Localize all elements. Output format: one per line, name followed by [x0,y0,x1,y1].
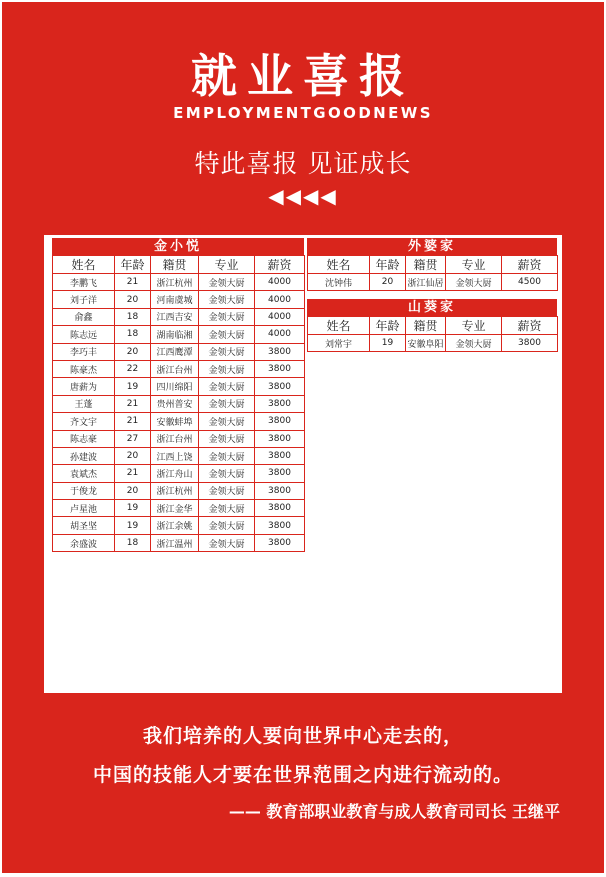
table-row [53,465,305,482]
cell-major: 金领大厨 [199,500,255,517]
table-row [53,378,305,395]
group-title: 外婆家 [307,238,557,255]
poster-slogan: 特此喜报 见证成长 [194,149,412,178]
cell-major: 金领大厨 [199,378,255,395]
cell-age: 21 [115,395,151,412]
cell-major: 金领大厨 [199,430,255,447]
cell-origin: 江西上饶 [151,447,199,464]
employment-panel [44,235,562,693]
cell-major: 金领大厨 [199,517,255,534]
column-header-origin: 籍贯 [406,256,446,274]
cell-name: 余盛波 [53,534,115,551]
cell-salary: 3800 [255,534,305,551]
cell-major: 金领大厨 [199,343,255,360]
table-row [53,360,305,377]
group-block-0 [52,238,304,552]
table-body [308,274,558,291]
table-header-row [53,256,305,274]
table-row [53,343,305,360]
cell-age: 21 [115,274,151,291]
cell-salary: 4000 [255,291,305,308]
table-header-row [308,256,558,274]
cell-salary: 3800 [255,395,305,412]
column-header-age: 年龄 [115,256,151,274]
cell-age: 21 [115,465,151,482]
poster [2,2,604,873]
cell-age: 20 [115,447,151,464]
group-title: 山葵家 [307,299,557,316]
column-header-origin: 籍贯 [151,256,199,274]
cell-origin: 安徽蚌埠 [151,413,199,430]
cell-origin: 浙江仙居 [406,274,446,291]
employment-table [307,255,558,291]
cell-name: 卢星池 [53,500,115,517]
cell-name: 陈志豪 [53,430,115,447]
cell-salary: 3800 [255,413,305,430]
cell-major: 金领大厨 [199,326,255,343]
cell-age: 19 [370,335,406,352]
cell-name: 沈钟伟 [308,274,370,291]
cell-age: 22 [115,360,151,377]
cell-major: 金领大厨 [446,335,502,352]
cell-name: 胡圣坚 [53,517,115,534]
table-row [53,291,305,308]
cell-age: 20 [115,482,151,499]
cell-origin: 浙江金华 [151,500,199,517]
column-header-salary: 薪资 [255,256,305,274]
cell-age: 18 [115,308,151,325]
cell-salary: 3800 [255,517,305,534]
group-block-2 [307,299,557,352]
poster-subtitle-en: EMPLOYMENTGOODNEWS [173,104,433,122]
column-header-name: 姓名 [308,256,370,274]
column-header-age: 年龄 [370,256,406,274]
cell-major: 金领大厨 [199,482,255,499]
table-row [53,447,305,464]
employment-table [52,255,305,552]
cell-name: 李鹏飞 [53,274,115,291]
cell-salary: 4000 [255,326,305,343]
quote-line-1: 我们培养的人要向世界中心走去的， [142,725,463,747]
cell-age: 19 [115,378,151,395]
cell-major: 金领大厨 [199,291,255,308]
cell-origin: 湖南临湘 [151,326,199,343]
employment-table [307,316,558,352]
cell-salary: 4000 [255,308,305,325]
cell-major: 金领大厨 [199,465,255,482]
cell-major: 金领大厨 [199,413,255,430]
cell-major: 金领大厨 [199,447,255,464]
table-row [53,430,305,447]
column-header-major: 专业 [446,317,502,335]
cell-origin: 浙江台州 [151,360,199,377]
cell-major: 金领大厨 [199,274,255,291]
cell-age: 19 [115,517,151,534]
cell-salary: 4000 [255,274,305,291]
table-row [53,482,305,499]
cell-name: 于俊龙 [53,482,115,499]
cell-origin: 河南虞城 [151,291,199,308]
quote-attribution: —— 教育部职业教育与成人教育司司长 王继平 [228,802,560,821]
cell-salary: 4500 [502,274,558,291]
column-header-salary: 薪资 [502,256,558,274]
cell-origin: 浙江舟山 [151,465,199,482]
cell-origin: 浙江余姚 [151,517,199,534]
cell-major: 金领大厨 [199,360,255,377]
table-row [53,517,305,534]
cell-name: 陈豪杰 [53,360,115,377]
cell-name: 俞鑫 [53,308,115,325]
cell-origin: 贵州普安 [151,395,199,412]
table-row [53,308,305,325]
cell-salary: 3800 [255,343,305,360]
cell-salary: 3800 [255,360,305,377]
quote-line-2: 中国的技能人才要在世界范围之内进行流动的。 [92,764,513,786]
cell-salary: 3800 [502,335,558,352]
column-header-name: 姓名 [308,317,370,335]
column-header-major: 专业 [199,256,255,274]
column-header-name: 姓名 [53,256,115,274]
table-row [308,335,558,352]
cell-origin: 浙江台州 [151,430,199,447]
column-header-origin: 籍贯 [406,317,446,335]
cell-salary: 3800 [255,447,305,464]
cell-origin: 浙江杭州 [151,274,199,291]
cell-salary: 3800 [255,430,305,447]
table-row [53,413,305,430]
cell-name: 刘子洋 [53,291,115,308]
table-row [53,395,305,412]
table-row [53,534,305,551]
cell-age: 21 [115,413,151,430]
cell-age: 20 [115,343,151,360]
column-header-major: 专业 [446,256,502,274]
table-body [308,335,558,352]
cell-salary: 3800 [255,378,305,395]
column-header-age: 年龄 [370,317,406,335]
cell-major: 金领大厨 [199,308,255,325]
cell-origin: 江西吉安 [151,308,199,325]
cell-major: 金领大厨 [446,274,502,291]
cell-age: 20 [115,291,151,308]
cell-salary: 3800 [255,482,305,499]
cell-origin: 安徽阜阳 [406,335,446,352]
cell-age: 27 [115,430,151,447]
poster-title: 就业喜报 [191,49,415,103]
cell-age: 18 [115,326,151,343]
cell-name: 李巧丰 [53,343,115,360]
cell-salary: 3800 [255,500,305,517]
group-title: 金小悦 [52,238,304,255]
cell-name: 唐薪为 [53,378,115,395]
cell-age: 19 [115,500,151,517]
table-row [308,274,558,291]
table-row [53,500,305,517]
cell-name: 孙建波 [53,447,115,464]
cell-major: 金领大厨 [199,534,255,551]
cell-origin: 浙江温州 [151,534,199,551]
cell-name: 袁斌杰 [53,465,115,482]
cell-name: 刘常宇 [308,335,370,352]
cell-major: 金领大厨 [199,395,255,412]
cell-name: 王蓬 [53,395,115,412]
arrow-left-icons: ◀◀◀◀ [268,184,338,208]
column-header-salary: 薪资 [502,317,558,335]
cell-origin: 浙江杭州 [151,482,199,499]
table-row [53,274,305,291]
cell-age: 20 [370,274,406,291]
cell-age: 18 [115,534,151,551]
cell-salary: 3800 [255,465,305,482]
cell-origin: 四川绵阳 [151,378,199,395]
cell-name: 齐文宇 [53,413,115,430]
cell-name: 陈志远 [53,326,115,343]
table-body [53,274,305,552]
group-block-1 [307,238,557,291]
table-header-row [308,317,558,335]
cell-origin: 江西鹰潭 [151,343,199,360]
table-row [53,326,305,343]
